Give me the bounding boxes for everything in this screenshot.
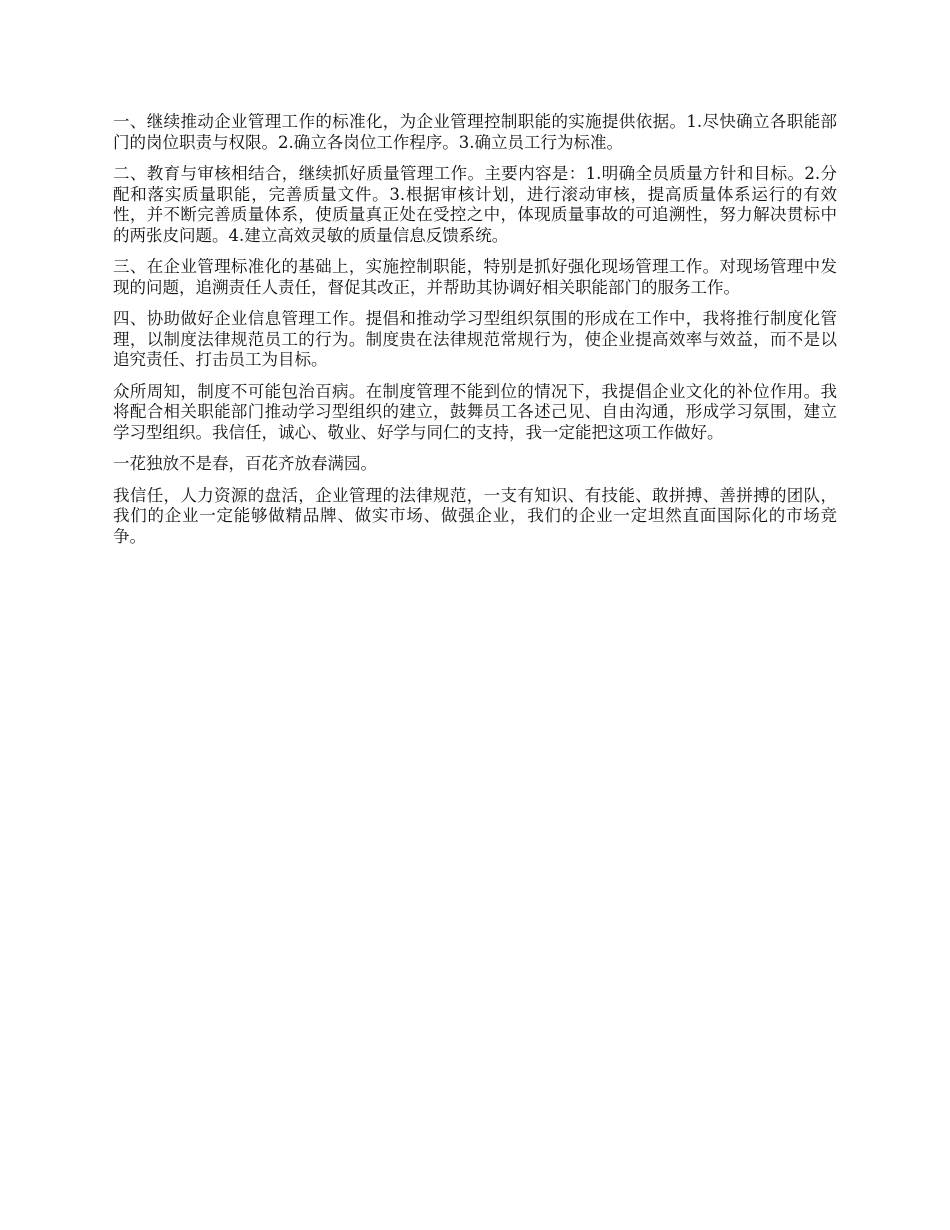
paragraph-information-management: 四、协助做好企业信息管理工作。提倡和推动学习型组织氛围的形成在工作中，我将推行制度化管理，以制度法律规范员工的行为。制度贵在法律规范常规行为，使企业提高效率与效益，而不是以追究责任、打击员工为目标。 — [113, 309, 837, 369]
document-body — [113, 112, 837, 558]
paragraph-proverb: 一花独放不是春，百花齐放春满园。 — [113, 454, 377, 473]
paragraph-standardization: 一、继续推动企业管理工作的标准化，为企业管理控制职能的实施提供依据。1.尽快确立各职能部门的岗位职责与权限。2.确立各岗位工作程序。3.确立员工行为标准。 — [113, 112, 837, 152]
paragraph-quality-management: 二、教育与审核相结合，继续抓好质量管理工作。主要内容是：1.明确全员质量方针和目标。2.分配和落实质量职能，完善质量文件。3.根据审核计划，进行滚动审核，提高质量体系运行的有效性，并不断完善质量体系，使质量真正处在受控之中，体现质量事故的可追溯性，努力解决贯标中的两张皮问题。4.建立高效灵敏的质量信息反馈系统。 — [113, 164, 837, 245]
paragraph-corporate-culture: 众所周知，制度不可能包治百病。在制度管理不能到位的情况下，我提倡企业文化的补位作用。我将配合相关职能部门推动学习型组织的建立，鼓舞员工各述己见、自由沟通，形成学习氛围，建立学习型组织。我信任，诚心、敬业、好学与同仁的支持，我一定能把这项工作做好。 — [113, 381, 837, 442]
paragraph-conclusion: 我信任，人力资源的盘活，企业管理的法律规范，一支有知识、有技能、敢拼搏、善拼搏的团队，我们的企业一定能够做精品牌、做实市场、做强企业，我们的企业一定坦然直面国际化的市场竞争。 — [113, 485, 837, 546]
paragraph-site-management: 三、在企业管理标准化的基础上，实施控制职能，特别是抓好强化现场管理工作。对现场管理中发现的问题，追溯责任人责任，督促其改正，并帮助其协调好相关职能部门的服务工作。 — [113, 257, 837, 297]
